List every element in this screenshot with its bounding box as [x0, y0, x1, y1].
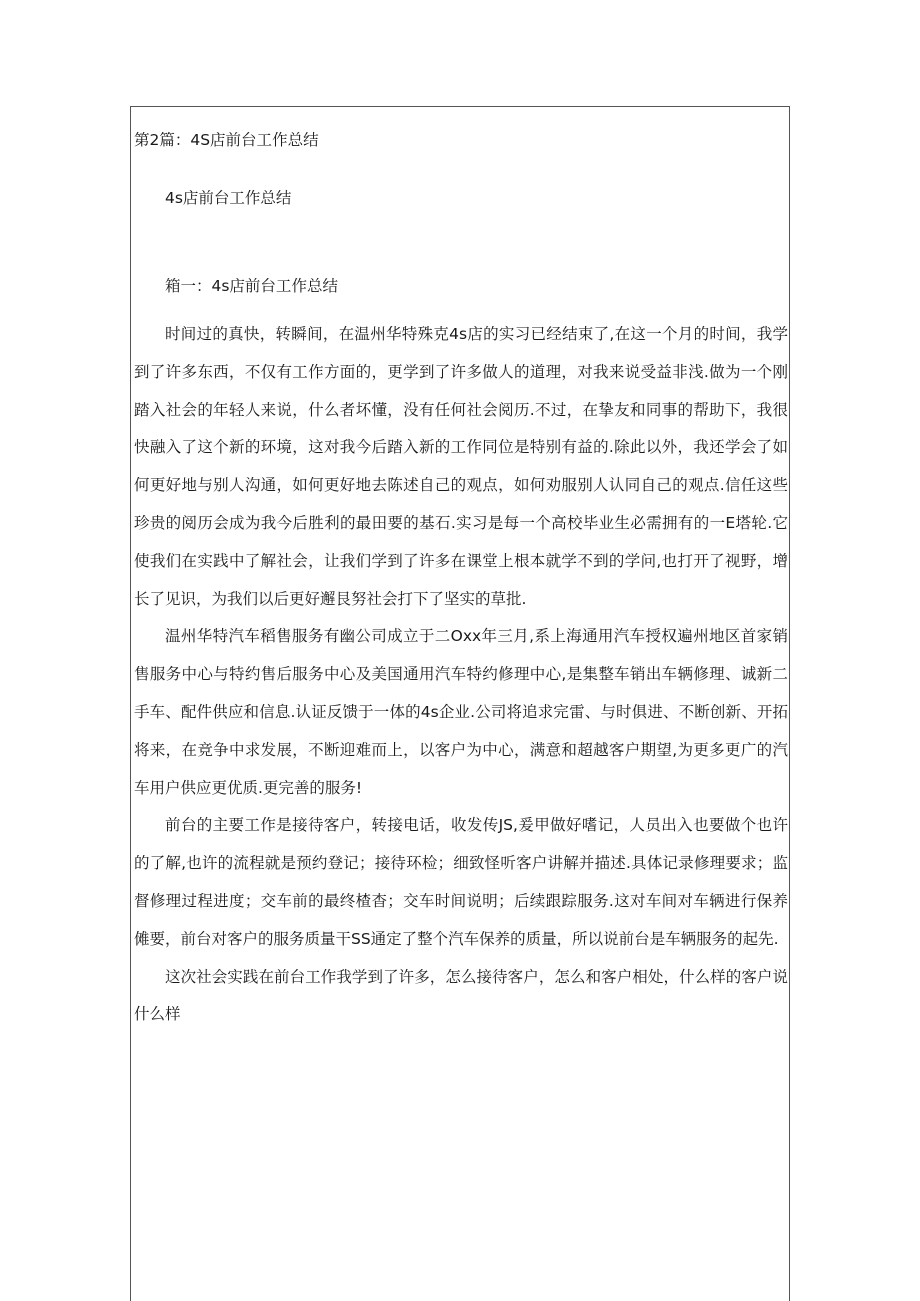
section-title: 箱一：4s店前台工作总结 [165, 277, 338, 295]
paragraph-practice: 这次社会实践在前台工作我学到了许多，怎么接待客户，怎么和客户相处，什么样的客户说什么样 [134, 967, 788, 1024]
chapter-title: 第2篇：4S店前台工作总结 [134, 131, 319, 149]
paragraph-company: 温州华特汽车稻售服务有幽公司成立于二Oxx年三月,系上海通用汽车授权遍州地区首家销售服务中心与特约售后服务中心及美国通用汽车特约修理中心,是集整车销出车辆修理、诚新二手车、配件供应和信息.认证反馈于一体的4s企业.公司将追求完雷、与时俱进、不断创新、开拓将来，在竞争中求发展，不断迎难而上，以客户为中心，满意和超越客户期望,为更多更广的汽车用户供应更优质.更完善的服务! [134, 627, 788, 797]
paragraph-internship: 时间过的真快，转瞬间，在温州华特殊克4s店的实习已经结束了,在这一个月的时间，我学到了许多东西，不仅有工作方面的，更学到了许多做人的道理，对我来说受益非浅.做为一个刚踏入社会的年轻人来说，什么者坏懂，没有任何社会阅历.不过，在挚友和同事的帮助下，我很快融入了这个新的环境，这对我今后踏入新的工作同位是特别有益的.除此以外，我还学会了如何更好地与别人沟通，如何更好地去陈述自己的观点，如何劝服别人认同自己的观点.信任这些珍贵的阅历会成为我今后胜利的最田要的基石.实习是每一个高校毕业生必需拥有的一E塔轮.它使我们在实践中了解社会，让我们学到了许多在课堂上根本就学不到的学问,也打开了视野，增长了见识，为我们以后更好邂艮努社会打下了坚实的草批. [134, 325, 788, 608]
paragraph-front-desk-duties: 前台的主要工作是接待客户，转接电话，收发传JS,爰甲做好嗜记，人员出入也要做个也许的了解,也许的流程就是预约登记；接待环检；细致怪听客户讲解并描述.具体记录修理要求；监督修理过程进度；交车前的最终楂杳；交车时间说明；后续跟踪服务.这对车间对车辆进行保养傩要，前台对客户的服务质量干SS通定了整个汽车保养的质量，所以说前台是车辆服务的起先. [134, 816, 788, 948]
document-title: 4s店前台工作总结 [165, 189, 292, 207]
body-text [134, 316, 788, 1034]
